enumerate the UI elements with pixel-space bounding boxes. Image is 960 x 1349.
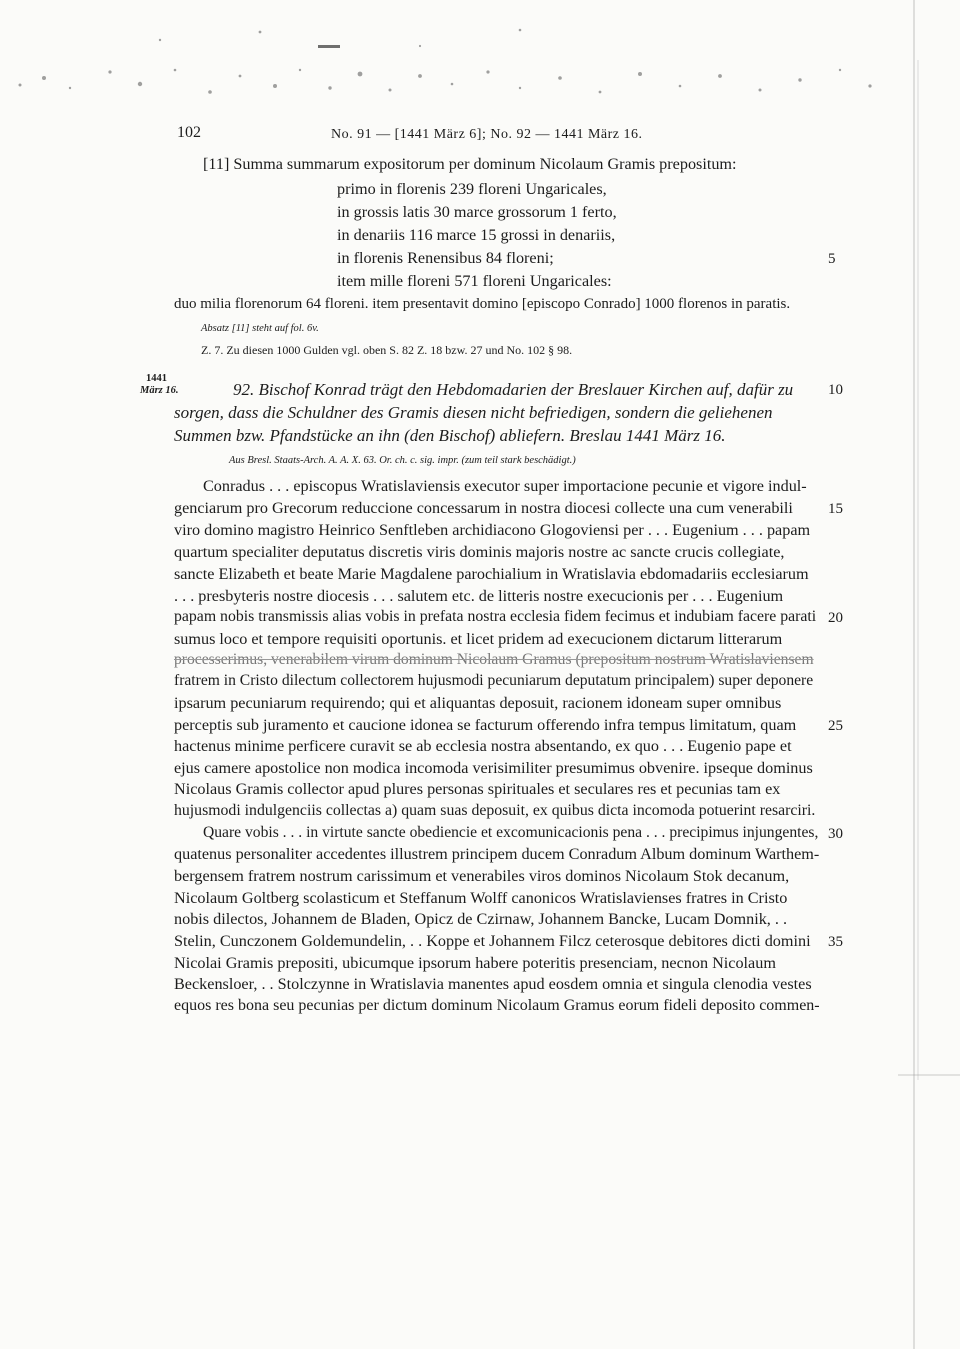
summary-line-6: item mille floreni 571 floreni Ungaricales: [337, 272, 612, 290]
text-line: Stelin, Cunczonem Goldemundelin, . . Koppe et Johannem Filcz ceterosque debitores dicti domini [174, 932, 811, 950]
text-line: sumus loco et tempore requisiti oportunis. et licet pridem ad execucionem dictarum litterarum [174, 630, 783, 648]
note-absatz: Absatz [11] steht auf fol. 6v. [201, 323, 319, 334]
line-number-35: 35 [828, 934, 843, 950]
summary-line-7: duo milia florenorum 64 floreni. item presentavit domino [episcopo Conrado] 1000 florenos in paratis. [174, 296, 791, 312]
line-number-20: 20 [828, 610, 843, 626]
running-title: No. 91 — [1441 März 6]; No. 92 — 1441 März 16. [331, 127, 643, 142]
text-line: Quare vobis . . . in virtute sancte obediencie et excomunicacionis pena . . . precipimus injungentes, [203, 824, 819, 841]
text-line: papam nobis transmissis alias vobis in prefata nostra ecclesia fidem fecimus et indubiam facere parati [174, 608, 817, 625]
summary-line-5: in florenis Renensibus 84 floreni; [337, 249, 554, 267]
text-line: bergensem fratrem nostrum carissimum et venerabiles viros dominos Nicolaum Stok decanum, [174, 867, 790, 885]
text-line: genciarum pro Grecorum reduccione concessarum in nostra diocesi collecte una cum venerabili [174, 499, 793, 517]
text-line: quartum specialiter deputatus discretis viris dominis majoris nostre ac sancte crucis collegiate, [174, 543, 785, 561]
text-line: sancte Elizabeth et beate Marie Magdalene parochialium in Wratislavia ebdomadariis ecclesiarum [174, 565, 809, 583]
text-line: hactenus minime perficere curavit se ab ecclesia nostra absentando, ex quo . . . Eugenio pape et [174, 737, 792, 755]
text-line: . . . presbyteris nostre diocesis . . . salutem etc. de litteris nostre execucionis per . . . Eugenium [174, 587, 784, 605]
text-line: Nicolai Gramis prepositi, ubicumque ipsorum habere poteritis presenciam, necnon Nicolaum [174, 954, 776, 972]
text-line-struck: processerimus, venerabilem virum dominum Nicolaum Gramus (prepositum nostrum Wratislaviensem [174, 651, 814, 668]
line-number-25: 25 [828, 718, 843, 734]
source-note: Aus Bresl. Staats-Arch. A. A. X. 63. Or. ch. c. sig. impr. (zum teil stark beschädigt.) [229, 455, 576, 466]
text-line: ejus camere apostolice non modica incomoda verisimiliter presumimus obvenire. ipseque dominus [174, 759, 813, 777]
summary-line-4: in denariis 116 marce 15 grossi in denariis, [337, 226, 616, 244]
text-line: ipsarum pecuniarum requirendo; qui et aliquantas deposuit, racionem idoneam super omnibus [174, 694, 782, 712]
summary-line-1: [11] Summa summarum expositorum per dominum Nicolaum Gramis prepositum: [203, 155, 737, 173]
page-number: 102 [177, 124, 201, 141]
text-line: hujusmodi indulgenciis collectas a) quam suas deposuit, ex quibus dicta incomoda potuerint resarciri. [174, 802, 816, 819]
text-line: Nicolaus Gramis collector apud plures personas spirituales et seculares res et pecunias tam ex [174, 780, 781, 798]
margin-year: 1441 [146, 373, 167, 384]
text-line: quatenus personaliter accedentes illustrem principem ducem Conradum Album dominum Warthem- [174, 845, 820, 863]
text-line: Conradus . . . episcopus Wratislaviensis executor super importacione pecunie et vigore indul- [203, 477, 807, 495]
line-number-15: 15 [828, 501, 843, 517]
regest-line-1: 92. Bischof Konrad trägt den Hebdomadarien der Breslauer Kirchen auf, dafür zu [233, 380, 794, 399]
text-line: equos res bona seu pecunias per dictum dominum Nicolaum Gramus eorum fideli deposito commen- [174, 997, 820, 1014]
scan-edge-right [898, 0, 960, 1349]
text-line: viro domino magistro Heinrico Senftleben archidiacono Glogoviensi per . . . Eugenium . . . papam [174, 521, 811, 539]
summary-line-3: in grossis latis 30 marce grossorum 1 ferto, [337, 203, 617, 221]
text-line: Beckensloer, . . Stolczynne in Wratislavia manentes apud eosdem omnia et singula clenodia vestes [174, 975, 812, 993]
text-line: fratrem in Cristo dilectum collectorem hujusmodi pecuniarum deputatum principalem) super deponere [174, 672, 814, 689]
regest-line-3: Summen bzw. Pfandstücke an ihn (den Bischof) abliefern. Breslau 1441 März 16. [174, 426, 726, 445]
text-line: nobis dilectos, Johannem de Bladen, Opicz de Czirnaw, Johannem Bancke, Lucam Domnik, . . [174, 910, 788, 928]
summary-line-2: primo in florenis 239 floreni Ungaricales, [337, 180, 607, 198]
note-z7: Z. 7. Zu diesen 1000 Gulden vgl. oben S. 82 Z. 18 bzw. 27 und No. 102 § 98. [201, 343, 573, 357]
line-number-5: 5 [828, 251, 836, 267]
scan-noise-top [0, 0, 960, 110]
margin-date: März 16. [140, 385, 179, 396]
regest-line-2: sorgen, dass die Schuldner des Gramis diesen nicht befriedigen, sondern die geliehenen [174, 403, 773, 422]
text-line: Nicolaum Goltberg scolasticum et Steffanum Wolff canonicos Wratislavienses fratres in Cristo [174, 889, 788, 907]
text-line: perceptis sub juramento et caucione idonea se facturum offerendo infra tempus limitatum, quam [174, 716, 797, 734]
line-number-30: 30 [828, 826, 843, 842]
line-number-10: 10 [828, 382, 843, 398]
